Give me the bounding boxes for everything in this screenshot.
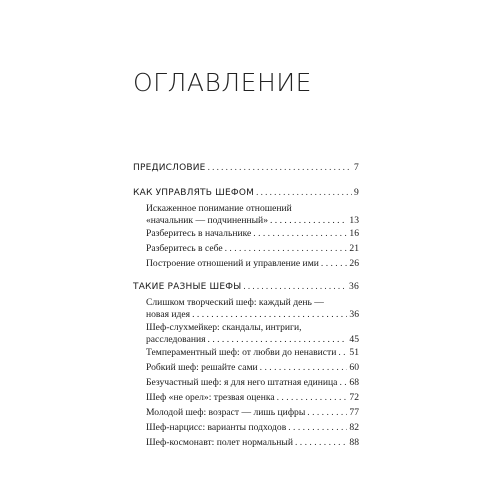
toc-page-number: 60: [349, 362, 359, 373]
dot-leader: [338, 347, 347, 358]
toc-entry-label: Построение отношений и управление ими: [146, 258, 319, 269]
toc-entry-creative[interactable]: [146, 297, 359, 320]
toc-entry-label: ПРЕДИСЛОВИЕ: [133, 163, 206, 173]
toc-entry-label-line2: расследования: [146, 334, 206, 345]
toc-page-number: 13: [349, 215, 359, 226]
dot-leader: [288, 422, 347, 433]
dot-leader: [192, 309, 347, 320]
toc-entry-not-eagle[interactable]: [146, 392, 359, 403]
toc-entry-label: Безучастный шеф: я для него штатная единица: [146, 377, 338, 388]
dot-leader: [270, 215, 347, 226]
toc-entry-label: КАК УПРАВЛЯТЬ ШЕФОМ: [133, 188, 255, 198]
dot-leader: [307, 407, 347, 418]
dot-leader: [208, 162, 352, 172]
toc-entry-build[interactable]: [146, 258, 359, 269]
toc-page-number: 7: [354, 162, 359, 173]
toc-page-number: 45: [349, 334, 359, 345]
dot-leader: [256, 187, 352, 197]
toc-entry-young[interactable]: [146, 407, 359, 418]
toc-page-number: 88: [349, 437, 359, 448]
dot-leader: [253, 228, 347, 239]
toc-entry-boss[interactable]: [146, 228, 359, 239]
toc-entry-label: Молодой шеф: возраст — лишь цифры: [146, 407, 306, 418]
toc-entry-self[interactable]: [146, 243, 359, 254]
toc-page-number: 72: [349, 392, 359, 403]
toc-page-number: 26: [349, 258, 359, 269]
dot-leader: [243, 281, 347, 291]
page-title: ОГЛАВЛЕНИЕ: [133, 68, 312, 97]
dot-leader: [339, 377, 347, 388]
toc-page-number: 9: [354, 187, 359, 198]
toc-entry-label-line1: Слишком творческий шеф: каждый день —: [146, 297, 324, 308]
dot-leader: [225, 243, 348, 254]
toc-entry-timid[interactable]: [146, 362, 359, 373]
toc-entry-label: Шеф-нарцисс: варианты подходов: [146, 422, 287, 433]
toc-entry-distorted[interactable]: [146, 203, 359, 226]
toc-page-number: 77: [349, 407, 359, 418]
toc-entry-label: Шеф «не орел»: трезвая оценка: [146, 392, 275, 403]
toc-entry-cosmonaut[interactable]: [146, 437, 359, 448]
toc-page-number: 51: [349, 347, 359, 358]
toc-entry-indifferent[interactable]: [146, 377, 359, 388]
toc-entry-label: Робкий шеф: решайте сами: [146, 362, 258, 373]
dot-leader: [295, 437, 347, 448]
dot-leader: [277, 392, 348, 403]
toc-entry-label-line2: новая идея: [146, 309, 191, 320]
toc-entry-noisemaker[interactable]: [146, 322, 359, 345]
toc-page-number: 36: [349, 309, 359, 320]
toc-entry-narcissist[interactable]: [146, 422, 359, 433]
toc-entry-label: Разберитесь в начальнике: [146, 228, 252, 239]
dot-leader: [208, 334, 348, 345]
toc-entry-preface[interactable]: [133, 162, 359, 173]
toc-entry-label: Темпераментный шеф: от любви до ненависти: [146, 347, 337, 358]
toc-entry-label-line1: Искаженное понимание отношений: [146, 203, 292, 214]
dot-leader: [321, 258, 348, 269]
toc-page-number: 36: [349, 281, 359, 292]
toc-page-number: 16: [349, 228, 359, 239]
toc-page-number: 68: [349, 377, 359, 388]
toc-entry-how-manage[interactable]: [133, 187, 359, 198]
toc-entry-label: ТАКИЕ РАЗНЫЕ ШЕФЫ: [133, 282, 242, 292]
toc-page-number: 82: [349, 422, 359, 433]
toc-page-number: 21: [349, 243, 359, 254]
toc-entry-label-line1: Шеф-слухмейкер: скандалы, интриги,: [146, 322, 302, 333]
toc-entry-temperamental[interactable]: [146, 347, 359, 358]
toc-entry-label-line2: «начальник — подчиненный»: [146, 215, 268, 226]
dot-leader: [260, 362, 348, 373]
toc-entry-different[interactable]: [133, 281, 359, 292]
toc-entry-label: Шеф-космонавт: полет нормальный: [146, 437, 293, 448]
toc-entry-label: Разберитесь в себе: [146, 243, 223, 254]
